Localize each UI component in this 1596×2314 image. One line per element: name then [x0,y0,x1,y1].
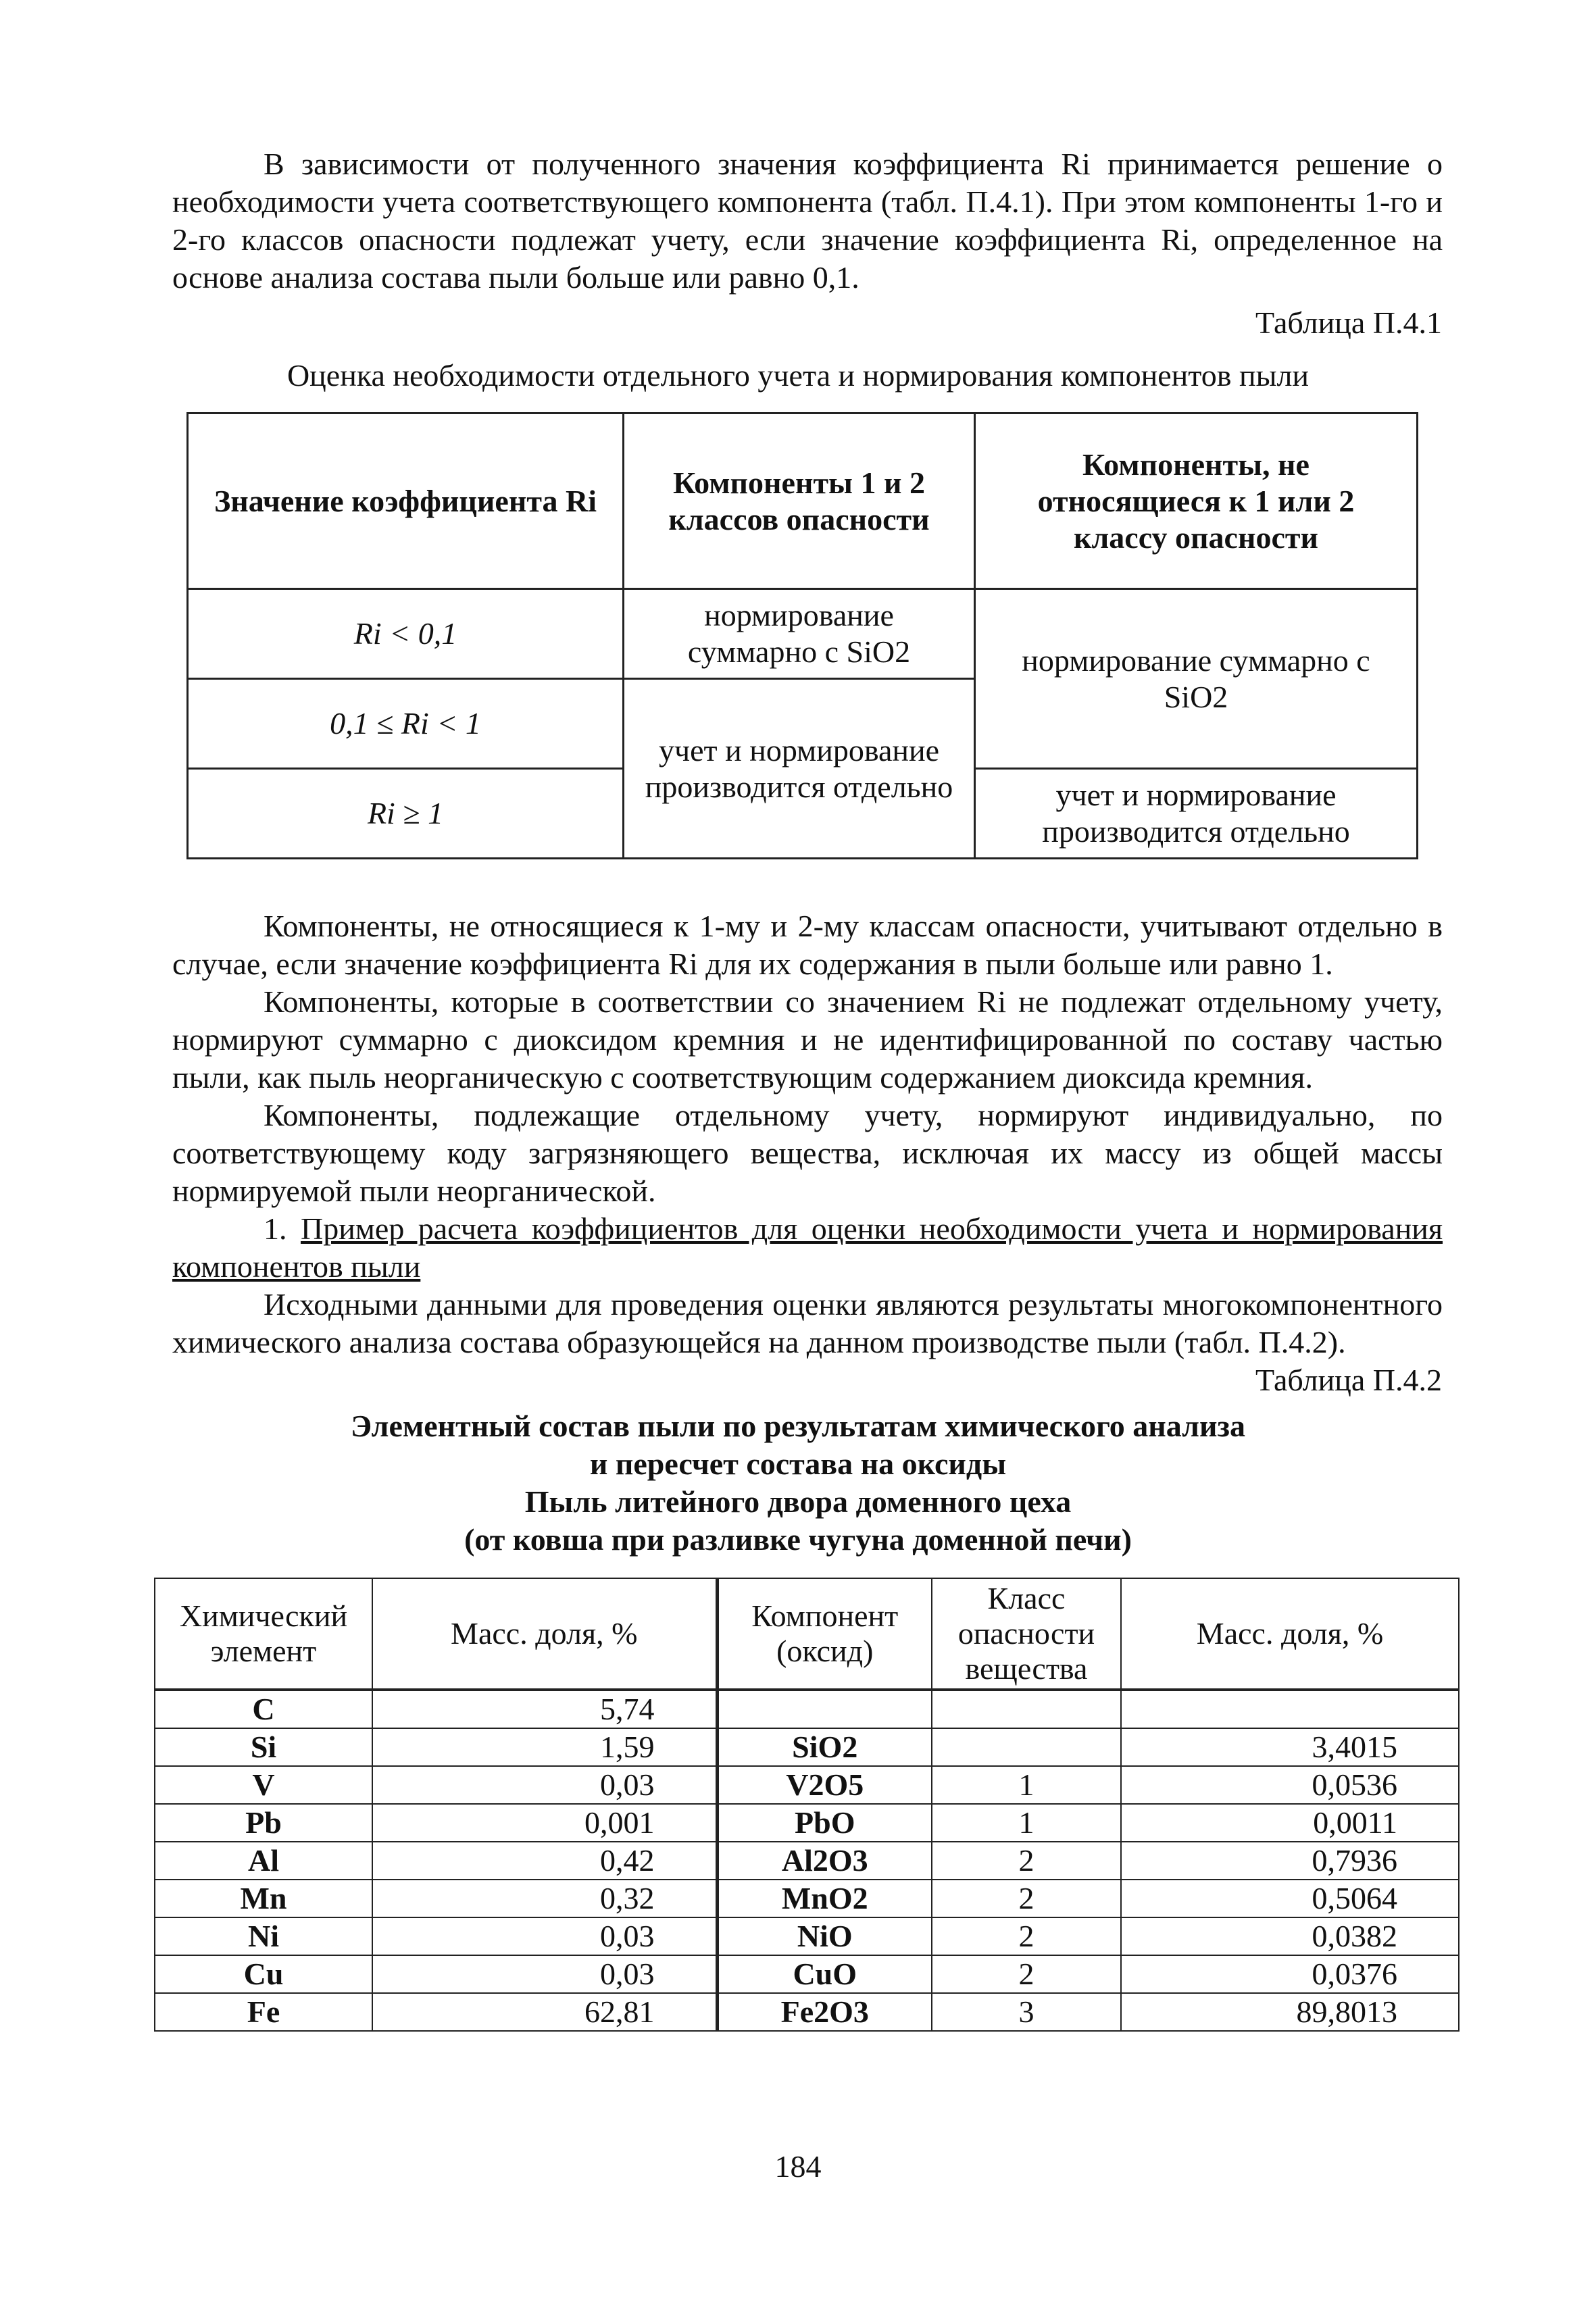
table1-label: Таблица П.4.1 [1255,305,1442,340]
table2-element: C [155,1690,372,1728]
table1-caption: Оценка необходимости отдельного учета и нормирования компонентов пыли [286,358,1310,393]
table2-element: Cu [155,1955,372,1993]
table2-element: Si [155,1728,372,1766]
table1-class12-summary: нормирование суммарно с SiO2 [624,589,975,679]
table2-element-mass: 0,03 [372,1766,717,1804]
table2-element: Ni [155,1917,372,1955]
table2-header-row [155,1578,1459,1690]
table2-element-mass: 0,03 [372,1917,717,1955]
table2-oxide-mass: 0,0536 [1121,1766,1459,1804]
table1-ri-value: Ri < 0,1 [188,589,624,679]
table2-oxide-mass: 0,0376 [1121,1955,1459,1993]
table2-element: Fe [155,1993,372,2031]
table2-row [155,1766,1459,1804]
hazard-evaluation-table [186,412,1418,859]
table1-header-row [188,413,1418,589]
table1-row [188,589,1418,679]
table2-oxide: SiO2 [717,1728,932,1766]
table2-row [155,1955,1459,1993]
table2-row [155,1917,1459,1955]
table2-hazard-class: 1 [932,1804,1121,1842]
table2-hazard-class: 1 [932,1766,1121,1804]
table2-header-oxide: Компонент (оксид) [717,1578,932,1690]
table2-oxide [717,1690,932,1728]
table2-oxide: NiO [717,1917,932,1955]
table2-header-element-mass: Масс. доля, % [372,1578,717,1690]
body-paragraph: Компоненты, не относящиеся к 1-му и 2-му классам опасности, учитывают отдельно в случае, если значение коэффициента Ri для их содержания в пыли больше или равно 1. [172,909,1443,981]
table2-element: Mn [155,1880,372,1917]
body-paragraph: Компоненты, подлежащие отдельному учету, нормируют индивидуально, по соответствующему коду загрязняющего вещества, исключая их массу из общей массы нормируемой пыли неорганической. [172,1098,1443,1208]
table2-oxide: PbO [717,1804,932,1842]
table2-title-line: Элементный состав пыли по результатам химического анализа [351,1409,1245,1443]
table1-other-separate: учет и нормирование производится отдельно [975,769,1418,859]
table1-header-coefficient: Значение коэффициента Ri [188,413,624,589]
table1-ri-value: Ri ≥ 1 [188,769,624,859]
table2-oxide-mass [1121,1690,1459,1728]
table2-header-oxide-mass: Масс. доля, % [1121,1578,1459,1690]
table1-other-summary: нормирование суммарно с SiO2 [975,589,1418,769]
table2-element: V [155,1766,372,1804]
table2-element-mass: 5,74 [372,1690,717,1728]
table2-header-element: Химический элемент [155,1578,372,1690]
table1-header-other-class: Компоненты, не относящиеся к 1 или 2 классу опасности [975,413,1418,589]
table1-ri-value: 0,1 ≤ Ri < 1 [188,679,624,769]
table2-oxide: MnO2 [717,1880,932,1917]
table2-hazard-class [932,1728,1121,1766]
table2-oxide: CuO [717,1955,932,1993]
table2-oxide-mass: 3,4015 [1121,1728,1459,1766]
table1-class12-separate: учет и нормирование производится отдельно [624,679,975,859]
example-title: Пример расчета коэффициентов для оценки необходимости учета и нормирования компонентов пыли [172,1211,1443,1284]
table1-header-class12: Компоненты 1 и 2 классов опасности [624,413,975,589]
table2-hazard-class: 2 [932,1955,1121,1993]
table2-hazard-class: 2 [932,1842,1121,1880]
table2-hazard-class: 2 [932,1917,1121,1955]
table2-row [155,1993,1459,2031]
table2-element-mass: 0,03 [372,1955,717,1993]
table2-hazard-class: 3 [932,1993,1121,2031]
example-heading [172,1210,1443,1286]
table2-oxide: Al2O3 [717,1842,932,1880]
table2-title-line: (от ковша при разливке чугуна доменной печи) [464,1522,1132,1557]
table2-row [155,1804,1459,1842]
table2-hazard-class: 2 [932,1880,1121,1917]
table2-oxide-mass: 0,0011 [1121,1804,1459,1842]
table2-element-mass: 0,001 [372,1804,717,1842]
table2-element-mass: 0,42 [372,1842,717,1880]
dust-composition-table [154,1578,1460,2032]
table2-element-mass: 0,32 [372,1880,717,1917]
table2-title-line: Пыль литейного двора доменного цеха [524,1484,1072,1519]
body-paragraph: Компоненты, которые в соответствии со значением Ri не подлежат отдельному учету, нормируют суммарно с диоксидом кремния и не идентифицированной по составу частью пыли, как пыль неорганическую с соответствующим содержанием диоксида кремния. [172,984,1443,1095]
table2-element: Pb [155,1804,372,1842]
table2-row [155,1728,1459,1766]
table2-label: Таблица П.4.2 [1255,1363,1442,1397]
table2-row [155,1842,1459,1880]
table2-title-line: и пересчет состава на оксиды [589,1447,1007,1481]
body-paragraph: Исходными данными для проведения оценки являются результаты многокомпонентного химического анализа состава образующейся на данном производстве пыли (табл. П.4.2). [172,1287,1443,1359]
table2-oxide-mass: 89,8013 [1121,1993,1459,2031]
table2-element: Al [155,1842,372,1880]
intro-paragraph: В зависимости от полученного значения коэффициента Ri принимается решение о необходимости учета соответствующего компонента (табл. П.4.1). При этом компоненты 1-го и 2-го классов опасности подлежат учету, если значение коэффициента Ri, определенное на основе анализа состава пыли больше или равно 0,1. [172,147,1443,295]
table2-oxide-mass: 0,7936 [1121,1842,1459,1880]
table2-header-hazard-class: Класс опасности вещества [932,1578,1121,1690]
table2-oxide: Fe2O3 [717,1993,932,2031]
table2-row [155,1880,1459,1917]
table2-element-mass: 1,59 [372,1728,717,1766]
table2-oxide-mass: 0,5064 [1121,1880,1459,1917]
table2-oxide-mass: 0,0382 [1121,1917,1459,1955]
example-number: 1. [264,1211,287,1246]
table2-oxide: V2O5 [717,1766,932,1804]
table2-hazard-class [932,1690,1121,1728]
table2-element-mass: 62,81 [372,1993,717,2031]
table2-row [155,1690,1459,1728]
table2-body [155,1690,1459,2031]
page-number: 184 [774,2149,822,2184]
